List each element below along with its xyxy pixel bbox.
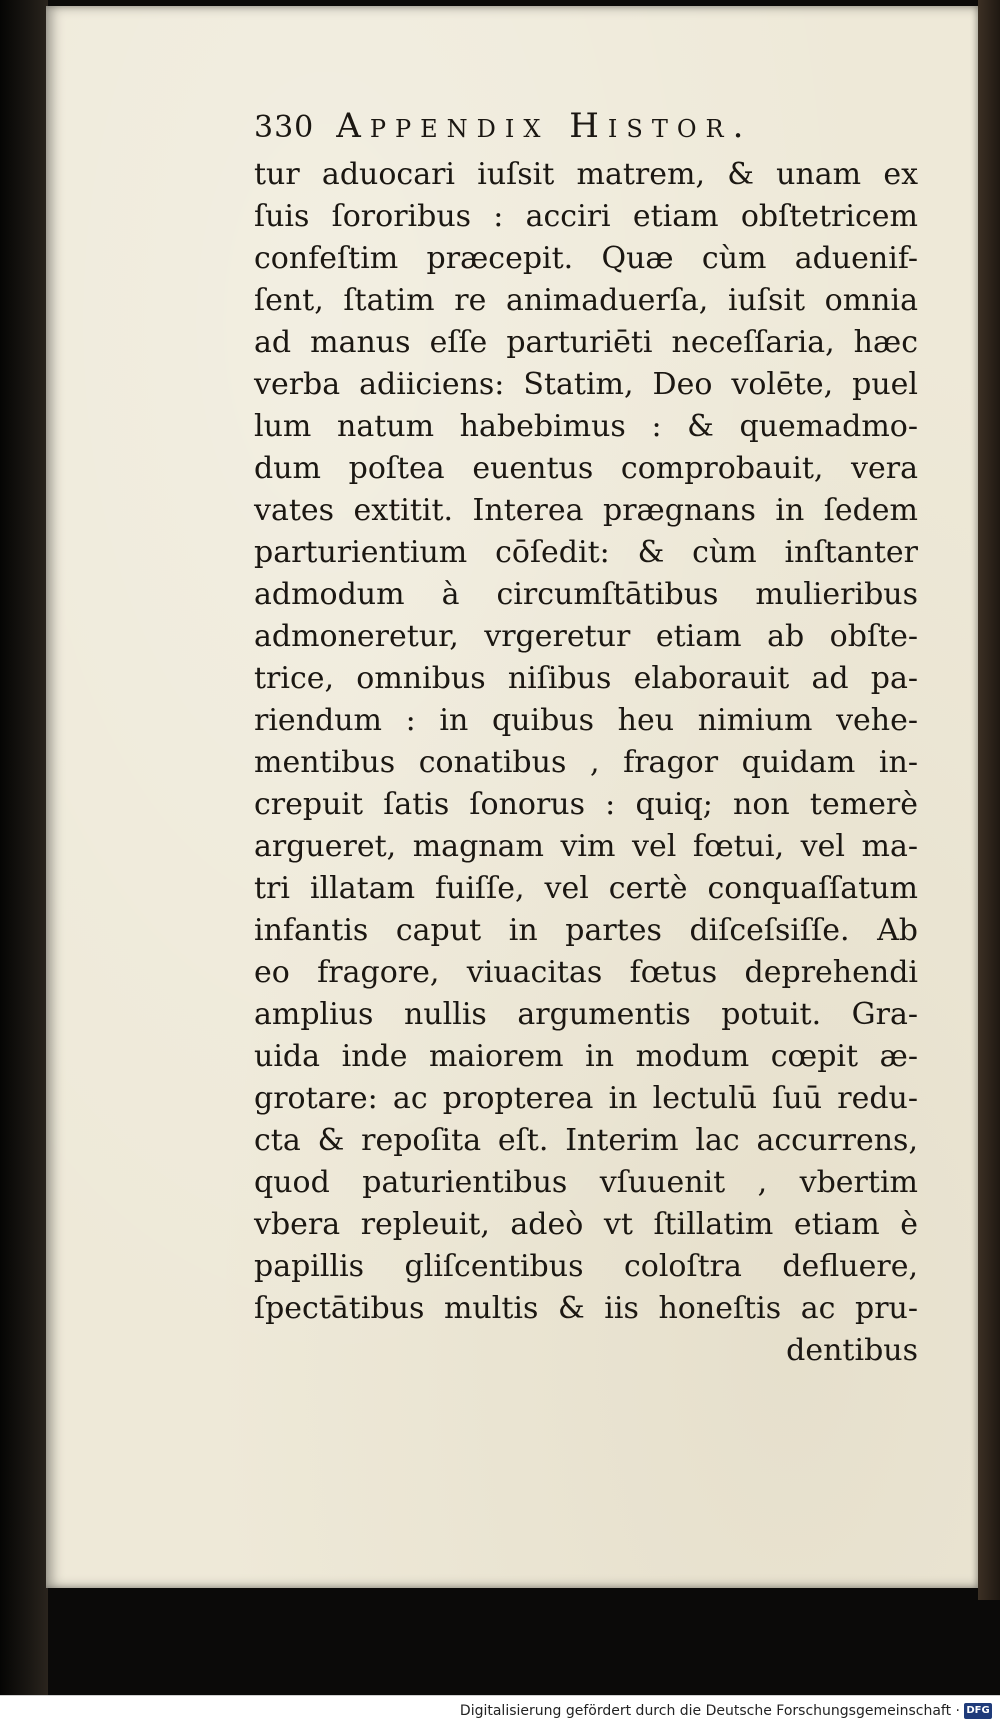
text-line: argueret, magnam vim vel fœtui, vel ma-	[254, 829, 918, 864]
text-line: verba adiiciens: Statim, Deo volēte, puel	[254, 367, 918, 402]
text-line: vates extitit. Interea prægnans in ſedem	[254, 493, 918, 528]
text-line: quod paturientibus vſuuenit , vbertim	[254, 1165, 918, 1200]
text-line: uida inde maiorem in modum cœpit æ-	[254, 1039, 918, 1074]
text-line: papillis gliſcentibus coloſtra defluere,	[254, 1249, 918, 1284]
text-line: lum natum habebimus : & quemadmo-	[254, 409, 918, 444]
text-line: riendum : in quibus heu nimium vehe-	[254, 703, 918, 738]
page-header	[254, 98, 966, 154]
text-line: grotare: ac propterea in lectulū ſuū redu-	[254, 1081, 918, 1116]
catchword: dentibus	[786, 1333, 918, 1368]
text-line: ſpectātibus multis & iis honeſtis ac pru-	[254, 1291, 918, 1326]
page-number: 330	[254, 110, 315, 145]
text-line: eo fragore, viuacitas fœtus deprehendi	[254, 955, 918, 990]
text-line: mentibus conatibus , fragor quidam in-	[254, 745, 918, 780]
text-line: cta & repoſita eſt. Interim lac accurrens,	[254, 1123, 918, 1158]
running-title: Appendix Histor.	[336, 106, 753, 146]
book-edge	[978, 0, 1000, 1600]
dfg-logo-icon: DFG	[964, 1703, 992, 1719]
text-line: tur aduocari iuſsit matrem, & unam ex	[254, 157, 918, 192]
text-line: ad manus eſſe parturiēti neceſſaria, hæc	[254, 325, 918, 360]
text-line: infantis caput in partes diſceſsiſſe. Ab	[254, 913, 918, 948]
text-line: amplius nullis argumentis potuit. Gra-	[254, 997, 918, 1032]
funding-note: Digitalisierung gefördert durch die Deutsche Forschungsgemeinschaft ·	[459, 1703, 960, 1719]
text-line: crepuit ſatis ſonorus : quiq; non temerè	[254, 787, 918, 822]
text-line: trice, omnibus niſibus elaborauit ad pa-	[254, 661, 918, 696]
body-text	[254, 154, 966, 1330]
book-binding	[0, 0, 48, 1726]
text-line: ſent, ſtatim re animaduerſa, iuſsit omnia	[254, 283, 918, 318]
text-block	[254, 98, 966, 1372]
text-line: vbera repleuit, adeò vt ſtillatim etiam è	[254, 1207, 918, 1242]
text-line: ſuis ſororibus : acciri etiam obſtetricem	[254, 199, 918, 234]
digitization-footer	[0, 1695, 1000, 1726]
text-line: dum poſtea euentus comprobauit, vera	[254, 451, 918, 486]
text-line: admoneretur, vrgeretur etiam ab obſte-	[254, 619, 918, 654]
book-page	[46, 6, 978, 1588]
text-line: admodum à circumſtātibus mulieribus	[254, 577, 918, 612]
text-line: parturientium cōſedit: & cùm inſtanter	[254, 535, 918, 570]
text-line: tri illatam fuiſſe, vel certè conquaſſatum	[254, 871, 918, 906]
text-line: confeſtim præcepit. Quæ cùm aduenif-	[254, 241, 918, 276]
